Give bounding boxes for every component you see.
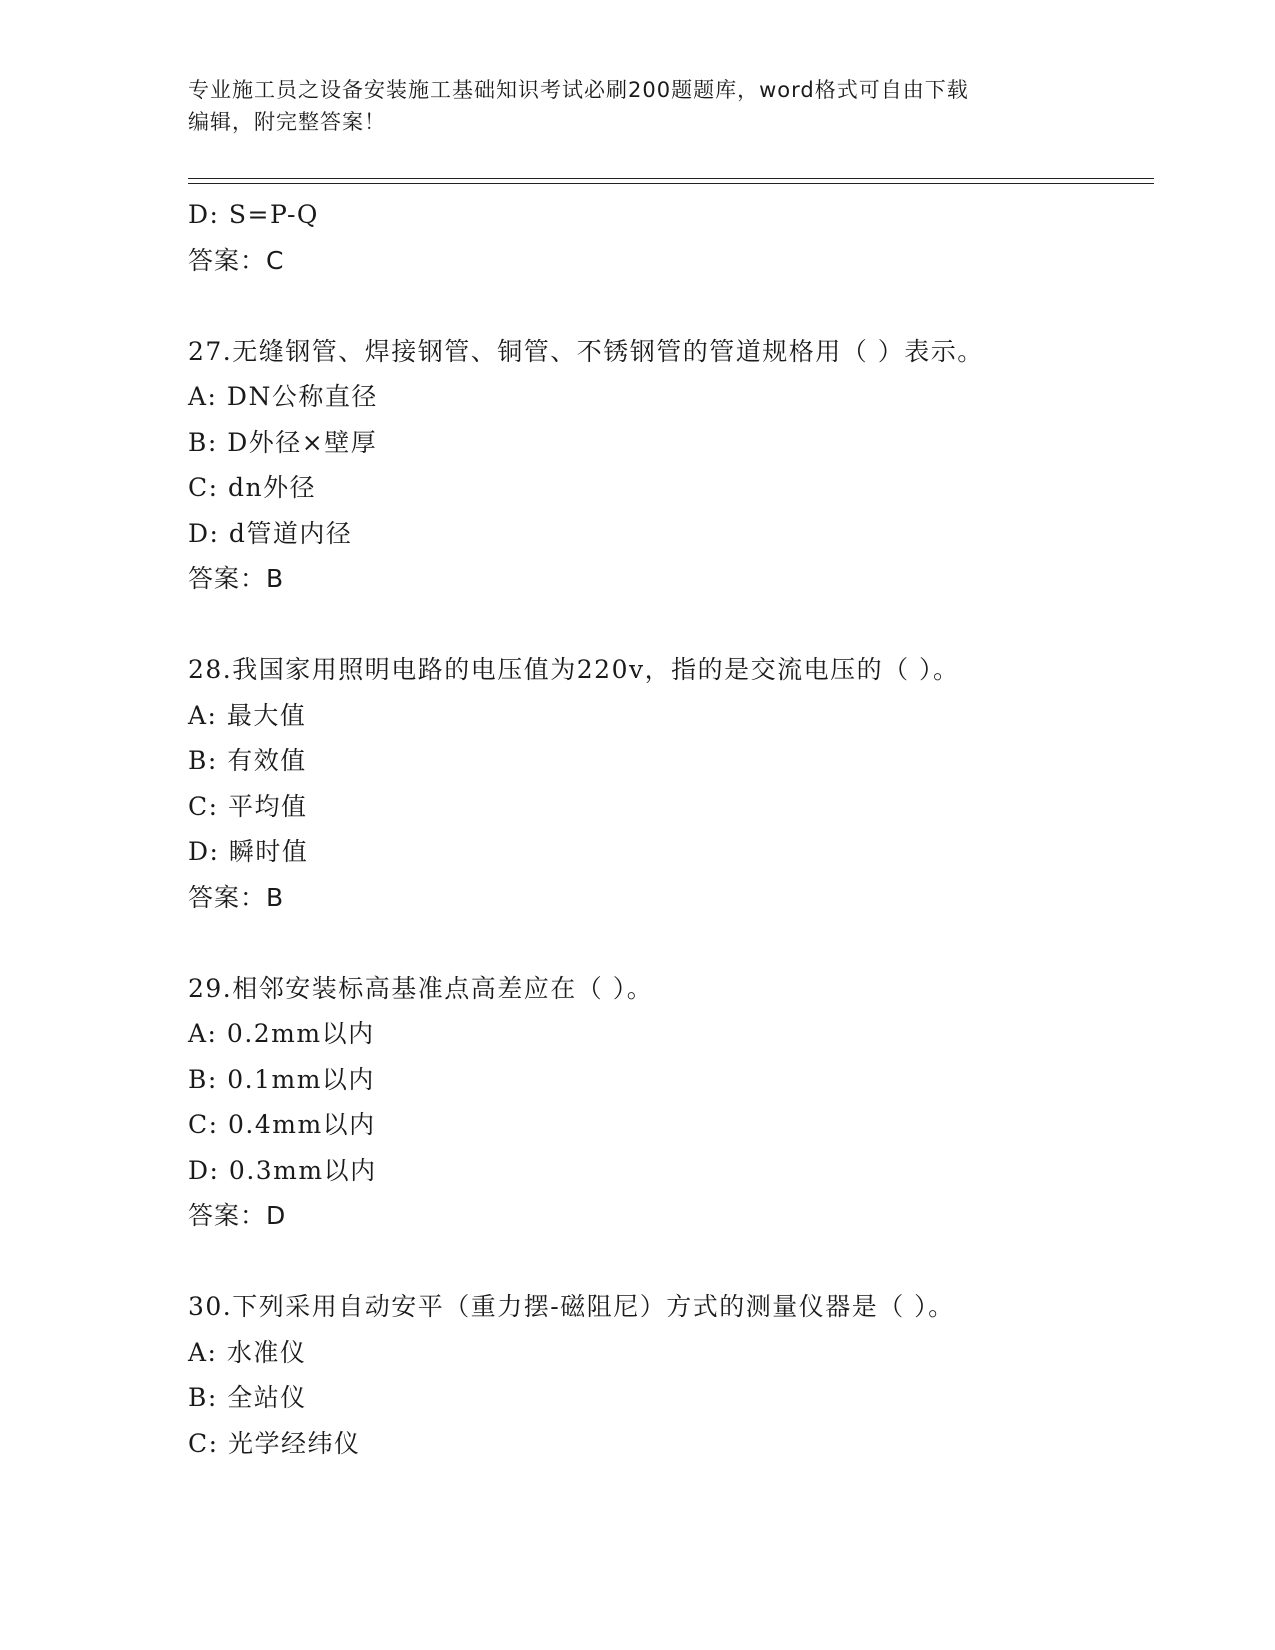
question-stem: 30.下列采用自动安平（重力摆-磁阻尼）方式的测量仪器是（ ）。	[188, 1292, 955, 1321]
option-b: B: 0.1mm以内	[188, 1064, 375, 1094]
option-c: C: 平均值	[188, 791, 308, 821]
question-29	[188, 966, 1148, 1239]
option-a: A: DN公称直径	[188, 382, 378, 411]
header-title-line-1: 专业施工员之设备安装施工基础知识考试必刷200题题库，word格式可自由下载	[188, 78, 969, 102]
question-28	[188, 647, 1148, 920]
answer-line: 答案：B	[188, 882, 285, 912]
header-title-line-2: 编辑，附完整答案！	[188, 110, 386, 134]
question-27	[188, 329, 1148, 602]
option-a: A: 水准仪	[188, 1337, 307, 1367]
option-d: D: 0.3mm以内	[188, 1155, 377, 1185]
option-d: D: S=P-Q	[188, 200, 319, 229]
prev-question-tail	[188, 192, 1148, 283]
option-a: A: 最大值	[188, 700, 307, 730]
header-divider-bottom	[188, 183, 1154, 184]
option-d: D: 瞬时值	[188, 837, 309, 866]
answer-line: 答案：B	[188, 564, 285, 593]
option-a: A: 0.2mm以内	[188, 1019, 375, 1048]
question-spacer	[188, 1239, 1148, 1285]
option-b: B: D外径×壁厚	[188, 427, 378, 457]
header-divider-top	[188, 178, 1154, 179]
option-c: C: 光学经纬仪	[188, 1428, 361, 1458]
option-c: C: 0.4mm以内	[188, 1110, 376, 1139]
document-header	[188, 74, 1088, 138]
question-stem: 27.无缝钢管、焊接钢管、铜管、不锈钢管的管道规格用（ ）表示。	[188, 336, 984, 366]
option-b: B: 有效值	[188, 746, 307, 775]
answer-line: 答案：C	[188, 245, 285, 275]
question-stem: 29.相邻安装标高基准点高差应在（ ）。	[188, 973, 654, 1003]
question-30	[188, 1284, 1148, 1466]
option-d: D: d管道内径	[188, 518, 353, 548]
question-spacer	[188, 920, 1148, 966]
option-b: B: 全站仪	[188, 1383, 307, 1412]
question-list	[188, 192, 1148, 1466]
question-spacer	[188, 283, 1148, 329]
option-c: C: dn外径	[188, 473, 317, 502]
answer-line: 答案：D	[188, 1201, 287, 1230]
question-spacer	[188, 602, 1148, 648]
question-stem: 28.我国家用照明电路的电压值为220v，指的是交流电压的（ ）。	[188, 655, 960, 684]
